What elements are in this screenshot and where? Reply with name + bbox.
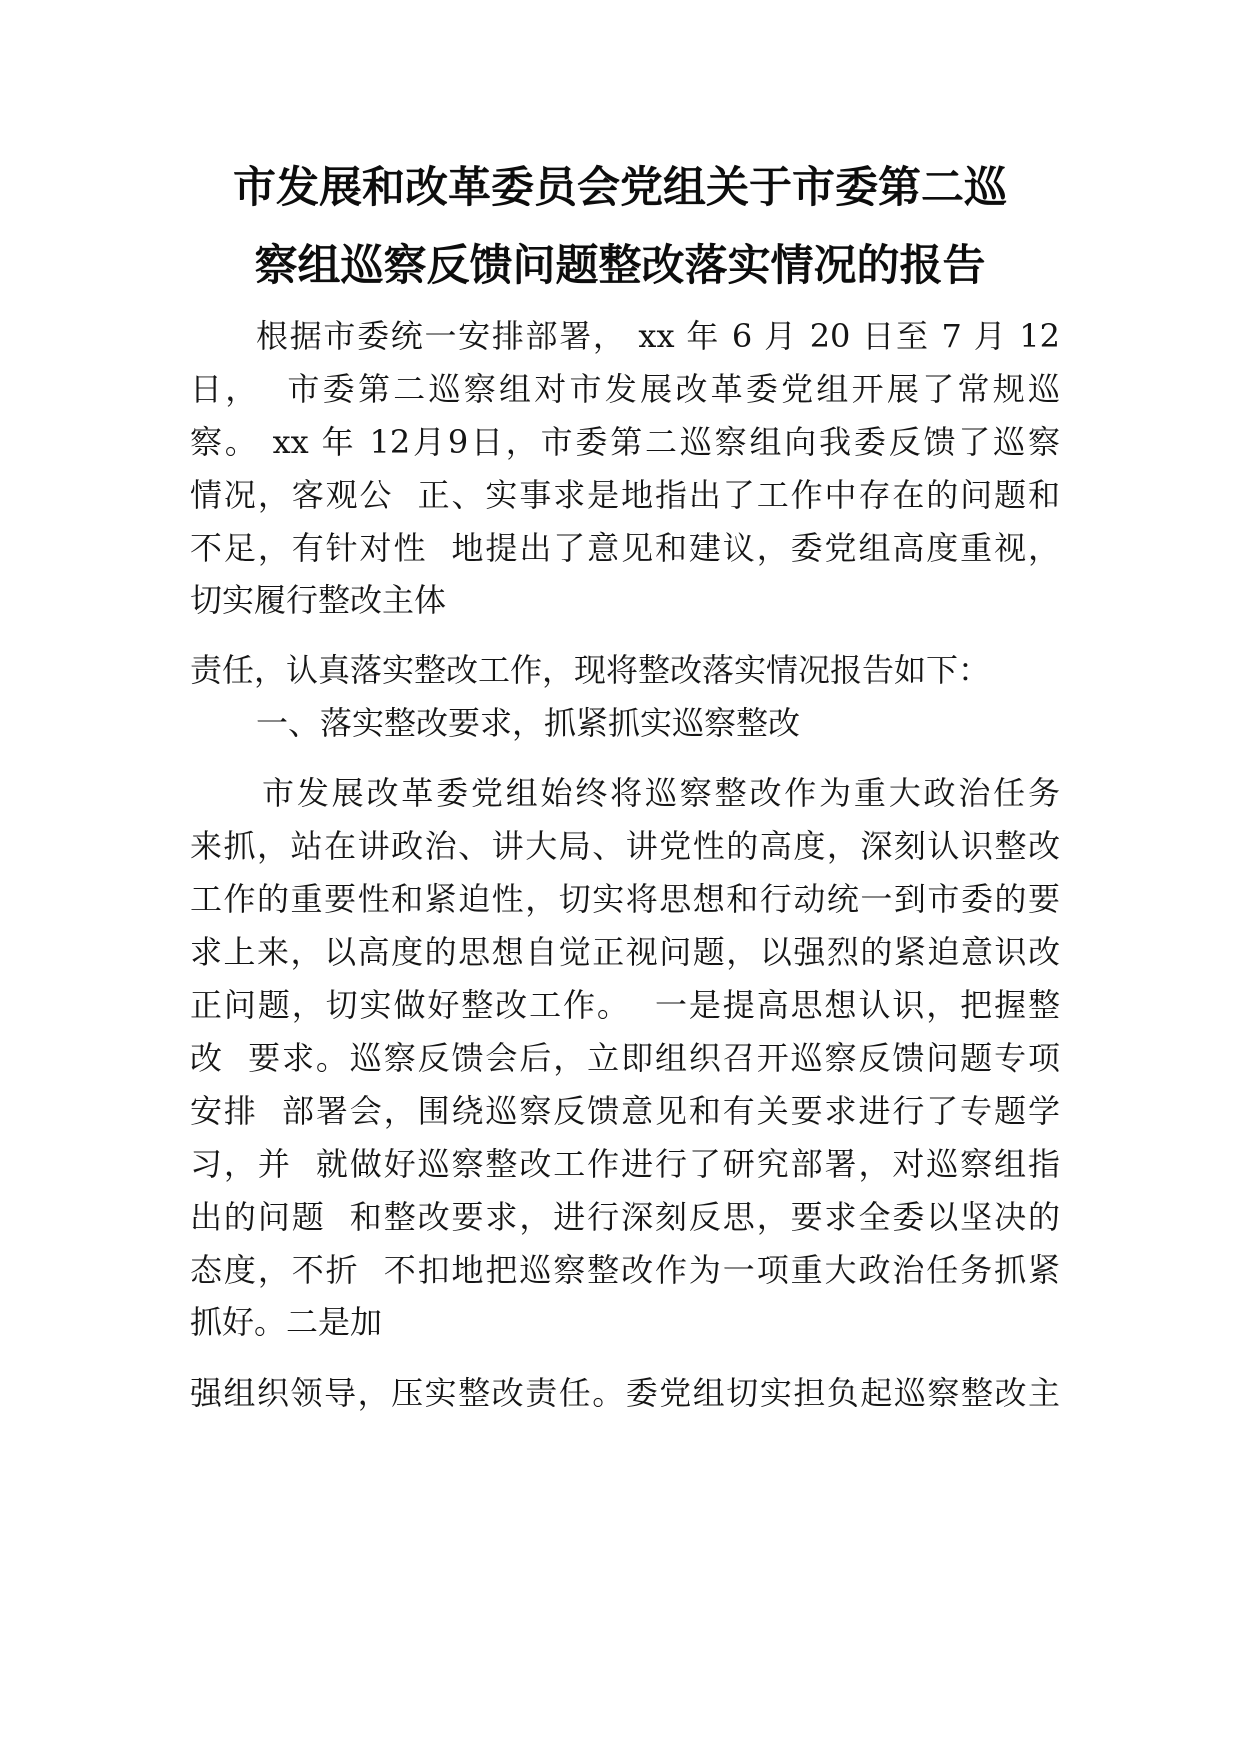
section-1-line-2: 来抓，站在讲政治、讲大局、讲党性的高度，深刻认识整改	[190, 827, 1060, 865]
section-1-line-12: 强组织领导，压实整改责任。委党组切实担负起巡察整改主	[190, 1374, 1060, 1412]
intro-line-6: 切实履行整改主体	[190, 581, 447, 619]
section-1-line-3: 工作的重要性和紧迫性，切实将思想和行动统一到市委的要	[190, 880, 1060, 918]
intro-line-1: 根据市委统一安排部署， xx 年 6 月 20 日至 7 月 12	[256, 317, 1060, 355]
intro-line-2: 日， 市委第二巡察组对市发展改革委党组开展了常规巡	[190, 370, 1060, 408]
section-1-line-5: 正问题，切实做好整改工作。 一是提高思想认识，把握整	[190, 986, 1060, 1024]
section-1-line-10: 态度，不折 不扣地把巡察整改作为一项重大政治任务抓紧	[190, 1251, 1060, 1289]
section-1-line-1: 市发展改革委党组始终将巡察整改作为重大政治任务	[262, 774, 1060, 812]
intro-line-5: 不足，有针对性 地提出了意见和建议，委党组高度重视，	[190, 529, 1060, 567]
section-1-line-7: 安排 部署会，围绕巡察反馈意见和有关要求进行了专题学	[190, 1092, 1060, 1130]
section-1-heading: 一、落实整改要求，抓紧抓实巡察整改	[256, 704, 801, 742]
section-1-line-4: 求上来，以高度的思想自觉正视问题，以强烈的紧迫意识改	[190, 933, 1060, 971]
document-title-line-2: 察组巡察反馈问题整改落实情况的报告	[254, 241, 986, 291]
section-1-line-11: 抓好。二是加	[190, 1303, 383, 1341]
intro-line-3: 察。 xx 年 12月9日，市委第二巡察组向我委反馈了巡察	[190, 423, 1060, 461]
section-1-line-8: 习，并 就做好巡察整改工作进行了研究部署，对巡察组指	[190, 1145, 1060, 1183]
intro-line-7: 责任，认真落实整改工作，现将整改落实情况报告如下：	[190, 651, 991, 689]
intro-line-4: 情况，客观公 正、实事求是地指出了工作中存在的问题和	[190, 476, 1060, 514]
section-1-line-6: 改 要求。巡察反馈会后，立即组织召开巡察反馈问题专项	[190, 1039, 1060, 1077]
section-1-line-9: 出的问题 和整改要求，进行深刻反思，要求全委以坚决的	[190, 1198, 1060, 1236]
document-title-line-1: 市发展和改革委员会党组关于市委第二巡	[233, 163, 1007, 213]
